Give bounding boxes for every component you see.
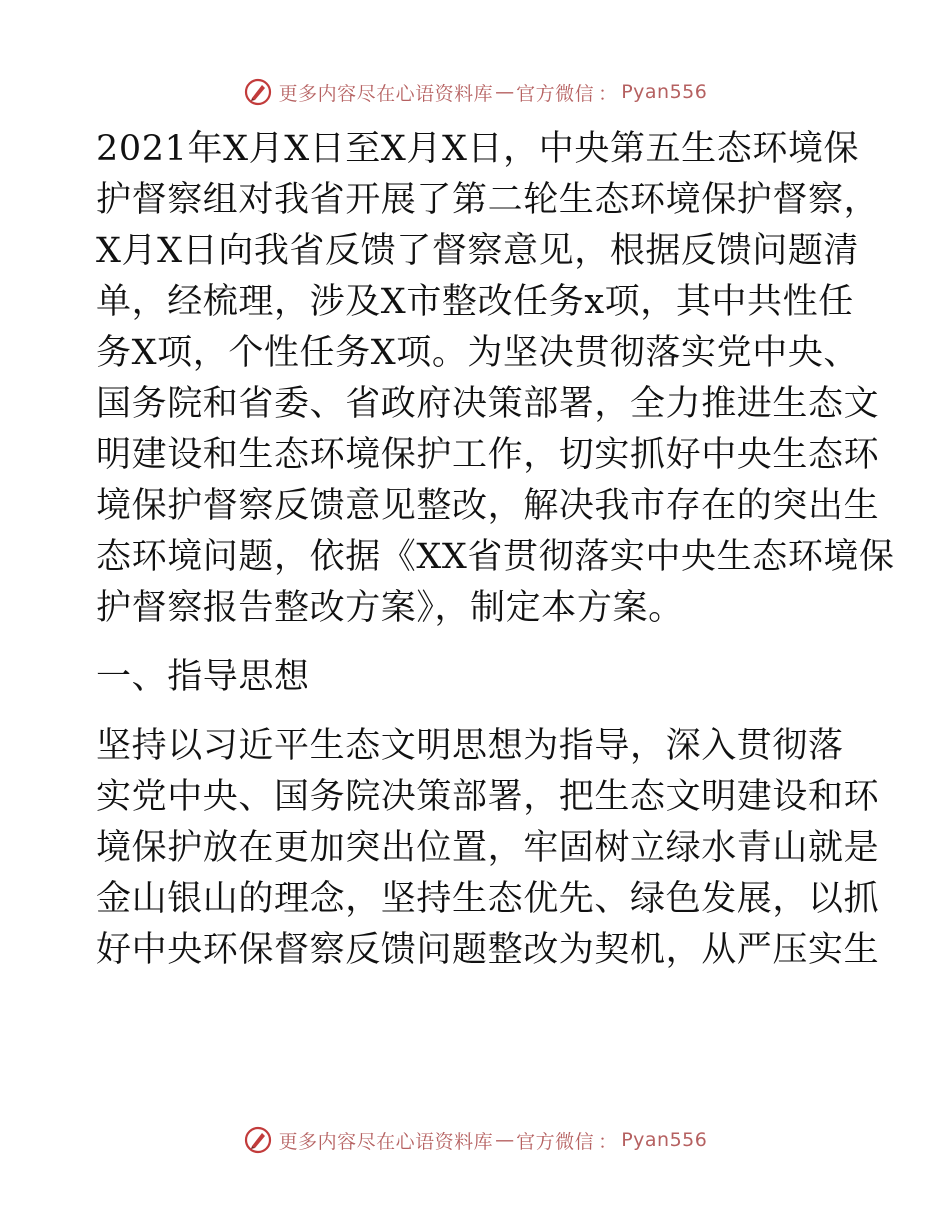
paragraph-guiding-thought: [96, 721, 880, 976]
text-line: 好中央环保督察反馈问题整改为契机，从严压实生: [96, 930, 880, 970]
watermark-site: 更多内容尽在心语资料库: [278, 1130, 494, 1153]
section-heading: 一、指导思想: [96, 657, 310, 697]
text-line: 坚持以习近平生态文明思想为指导，深入贯彻落: [96, 726, 844, 766]
watermark-site: 更多内容尽在心语资料库: [278, 82, 494, 105]
text-line: 务X项，个性任务X项。为坚决贯彻落实党中央、: [96, 333, 860, 373]
text-line: 境保护督察反馈意见整改，解决我市存在的突出生: [96, 486, 880, 526]
text-line: 护督察报告整改方案》，制定本方案。: [96, 588, 684, 628]
text-line: 护督察组对我省开展了第二轮生态环境保护督察，: [96, 180, 880, 220]
watermark-account: Pyan556: [621, 1129, 708, 1151]
watermark-colon: ：: [598, 1130, 618, 1153]
document-body: [96, 124, 895, 976]
watermark-label: 官方微信: [516, 82, 595, 105]
pen-logo-icon: [243, 1125, 273, 1155]
paragraph-intro: [96, 124, 895, 634]
watermark-separator: —: [495, 1129, 515, 1151]
text-line: 境保护放在更加突出位置，牢固树立绿水青山就是: [96, 828, 880, 868]
watermark-separator: —: [495, 81, 515, 103]
text-line: 明建设和生态环境保护工作，切实抓好中央生态环: [96, 435, 880, 475]
text-line: 实党中央、国务院决策部署，把生态文明建设和环: [96, 777, 880, 817]
pen-logo-icon: [243, 77, 273, 107]
watermark-footer: [0, 1120, 950, 1160]
text-line: X月X日向我省反馈了督察意见，根据反馈问题清: [96, 231, 860, 271]
watermark-colon: ：: [598, 82, 618, 105]
watermark-label: 官方微信: [516, 1130, 595, 1153]
text-line: 态环境问题，依据《XX省贯彻落实中央生态环境保: [96, 537, 895, 577]
text-line: 国务院和省委、省政府决策部署，全力推进生态文: [96, 384, 880, 424]
text-line: 2021年X月X日至X月X日，中央第五生态环境保: [96, 129, 860, 169]
watermark-header: [0, 72, 950, 112]
text-line: 金山银山的理念，坚持生态优先、绿色发展，以抓: [96, 879, 880, 919]
watermark-account: Pyan556: [621, 81, 708, 103]
text-line: 单，经梳理，涉及X市整改任务x项，其中共性任: [96, 282, 854, 322]
